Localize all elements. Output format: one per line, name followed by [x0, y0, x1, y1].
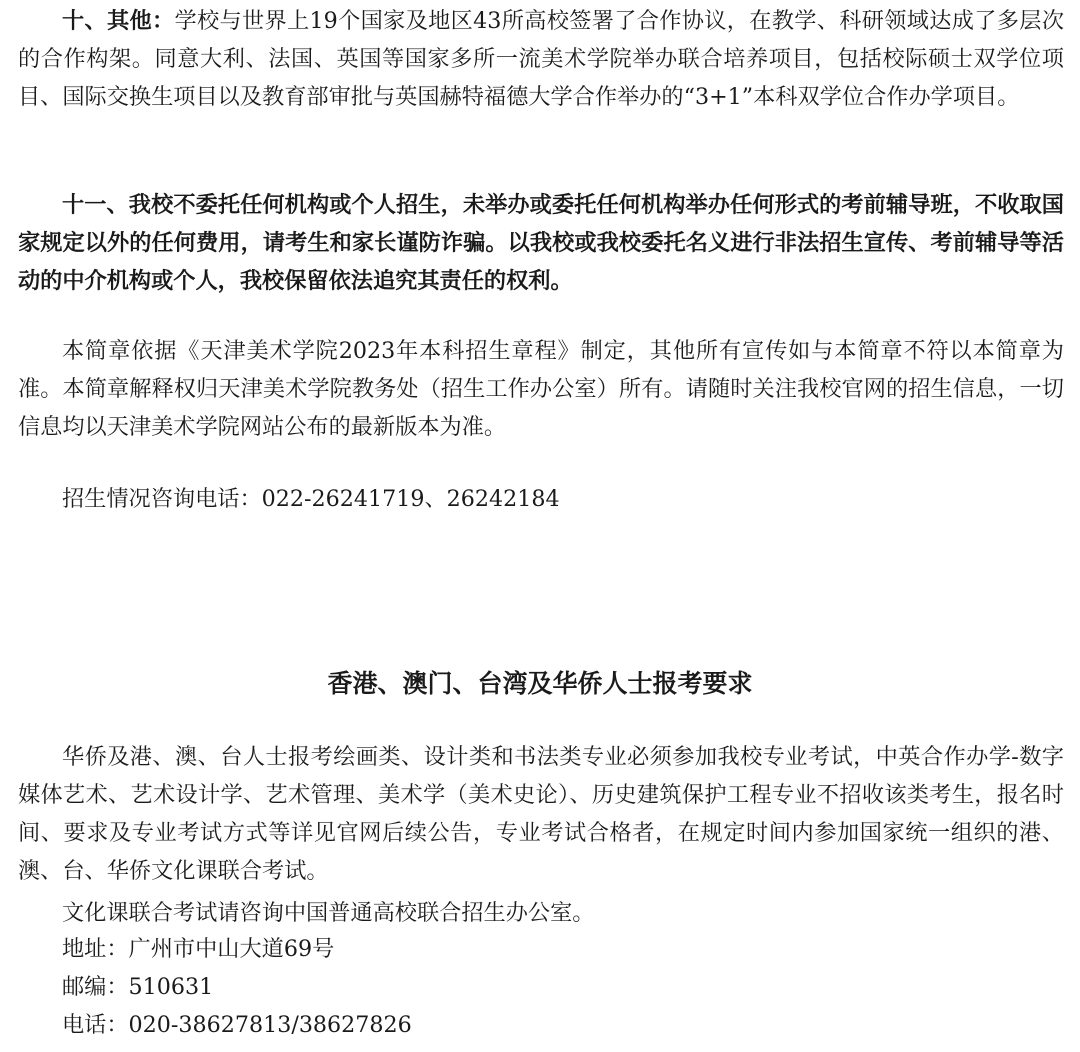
statement-paragraph: 本简章依据《天津美术学院2023年本科招生章程》制定，其他所有宣传如与本简章不符以本简章为准。本简章解释权归天津美术学院教务处（招生工作办公室）所有。请随时关注我校官网的招生信息，一切信息均以天津美术学院网站公布的最新版本为准。 [18, 338, 1064, 440]
contact-note: 文化课联合考试请咨询中国普通高校联合招生办公室。 [62, 900, 595, 926]
section-11-paragraph: 十一、我校不委托任何机构或个人招生，未举办或委托任何机构举办任何形式的考前辅导班，不收取国家规定以外的任何费用，请考生和家长谨防诈骗。以我校或我校委托名义进行非法招生宣传、考前辅导等活动的中介机构或个人，我校保留依法追究其责任的权利。 [18, 192, 1064, 294]
section-10-paragraph [18, 2, 1064, 116]
postcode-line: 邮编：510631 [62, 974, 214, 1000]
hmt-section-heading: 香港、澳门、台湾及华侨人士报考要求 [327, 669, 753, 698]
address-line: 地址：广州市中山大道69号 [62, 936, 335, 962]
phone-line: 电话：020-38627813/38627826 [62, 1012, 412, 1038]
hotline-line: 招生情况咨询电话：022-26241719、26242184 [62, 486, 560, 512]
section-10-lead: 十、其他： [62, 8, 175, 34]
hmt-section-body: 华侨及港、澳、台人士报考绘画类、设计类和书法类专业必须参加我校专业考试，中英合作办学-数字媒体艺术、艺术设计学、艺术管理、美术学（美术史论）、历史建筑保护工程专业不招收该类考生，报名时间、要求及专业考试方式等详见官网后续公告，专业考试合格者，在规定时间内参加国家统一组织的港、澳、台、华侨文化课联合考试。 [18, 744, 1064, 884]
section-10-body: 学校与世界上19个国家及地区43所高校签署了合作协议，在教学、科研领域达成了多层次的合作构架。同意大利、法国、英国等国家多所一流美术学院举办联合培养项目，包括校际硕士双学位项目、国际交换生项目以及教育部审批与英国赫特福德大学合作举办的“3+1”本科双学位合作办学项目。 [18, 8, 1065, 110]
